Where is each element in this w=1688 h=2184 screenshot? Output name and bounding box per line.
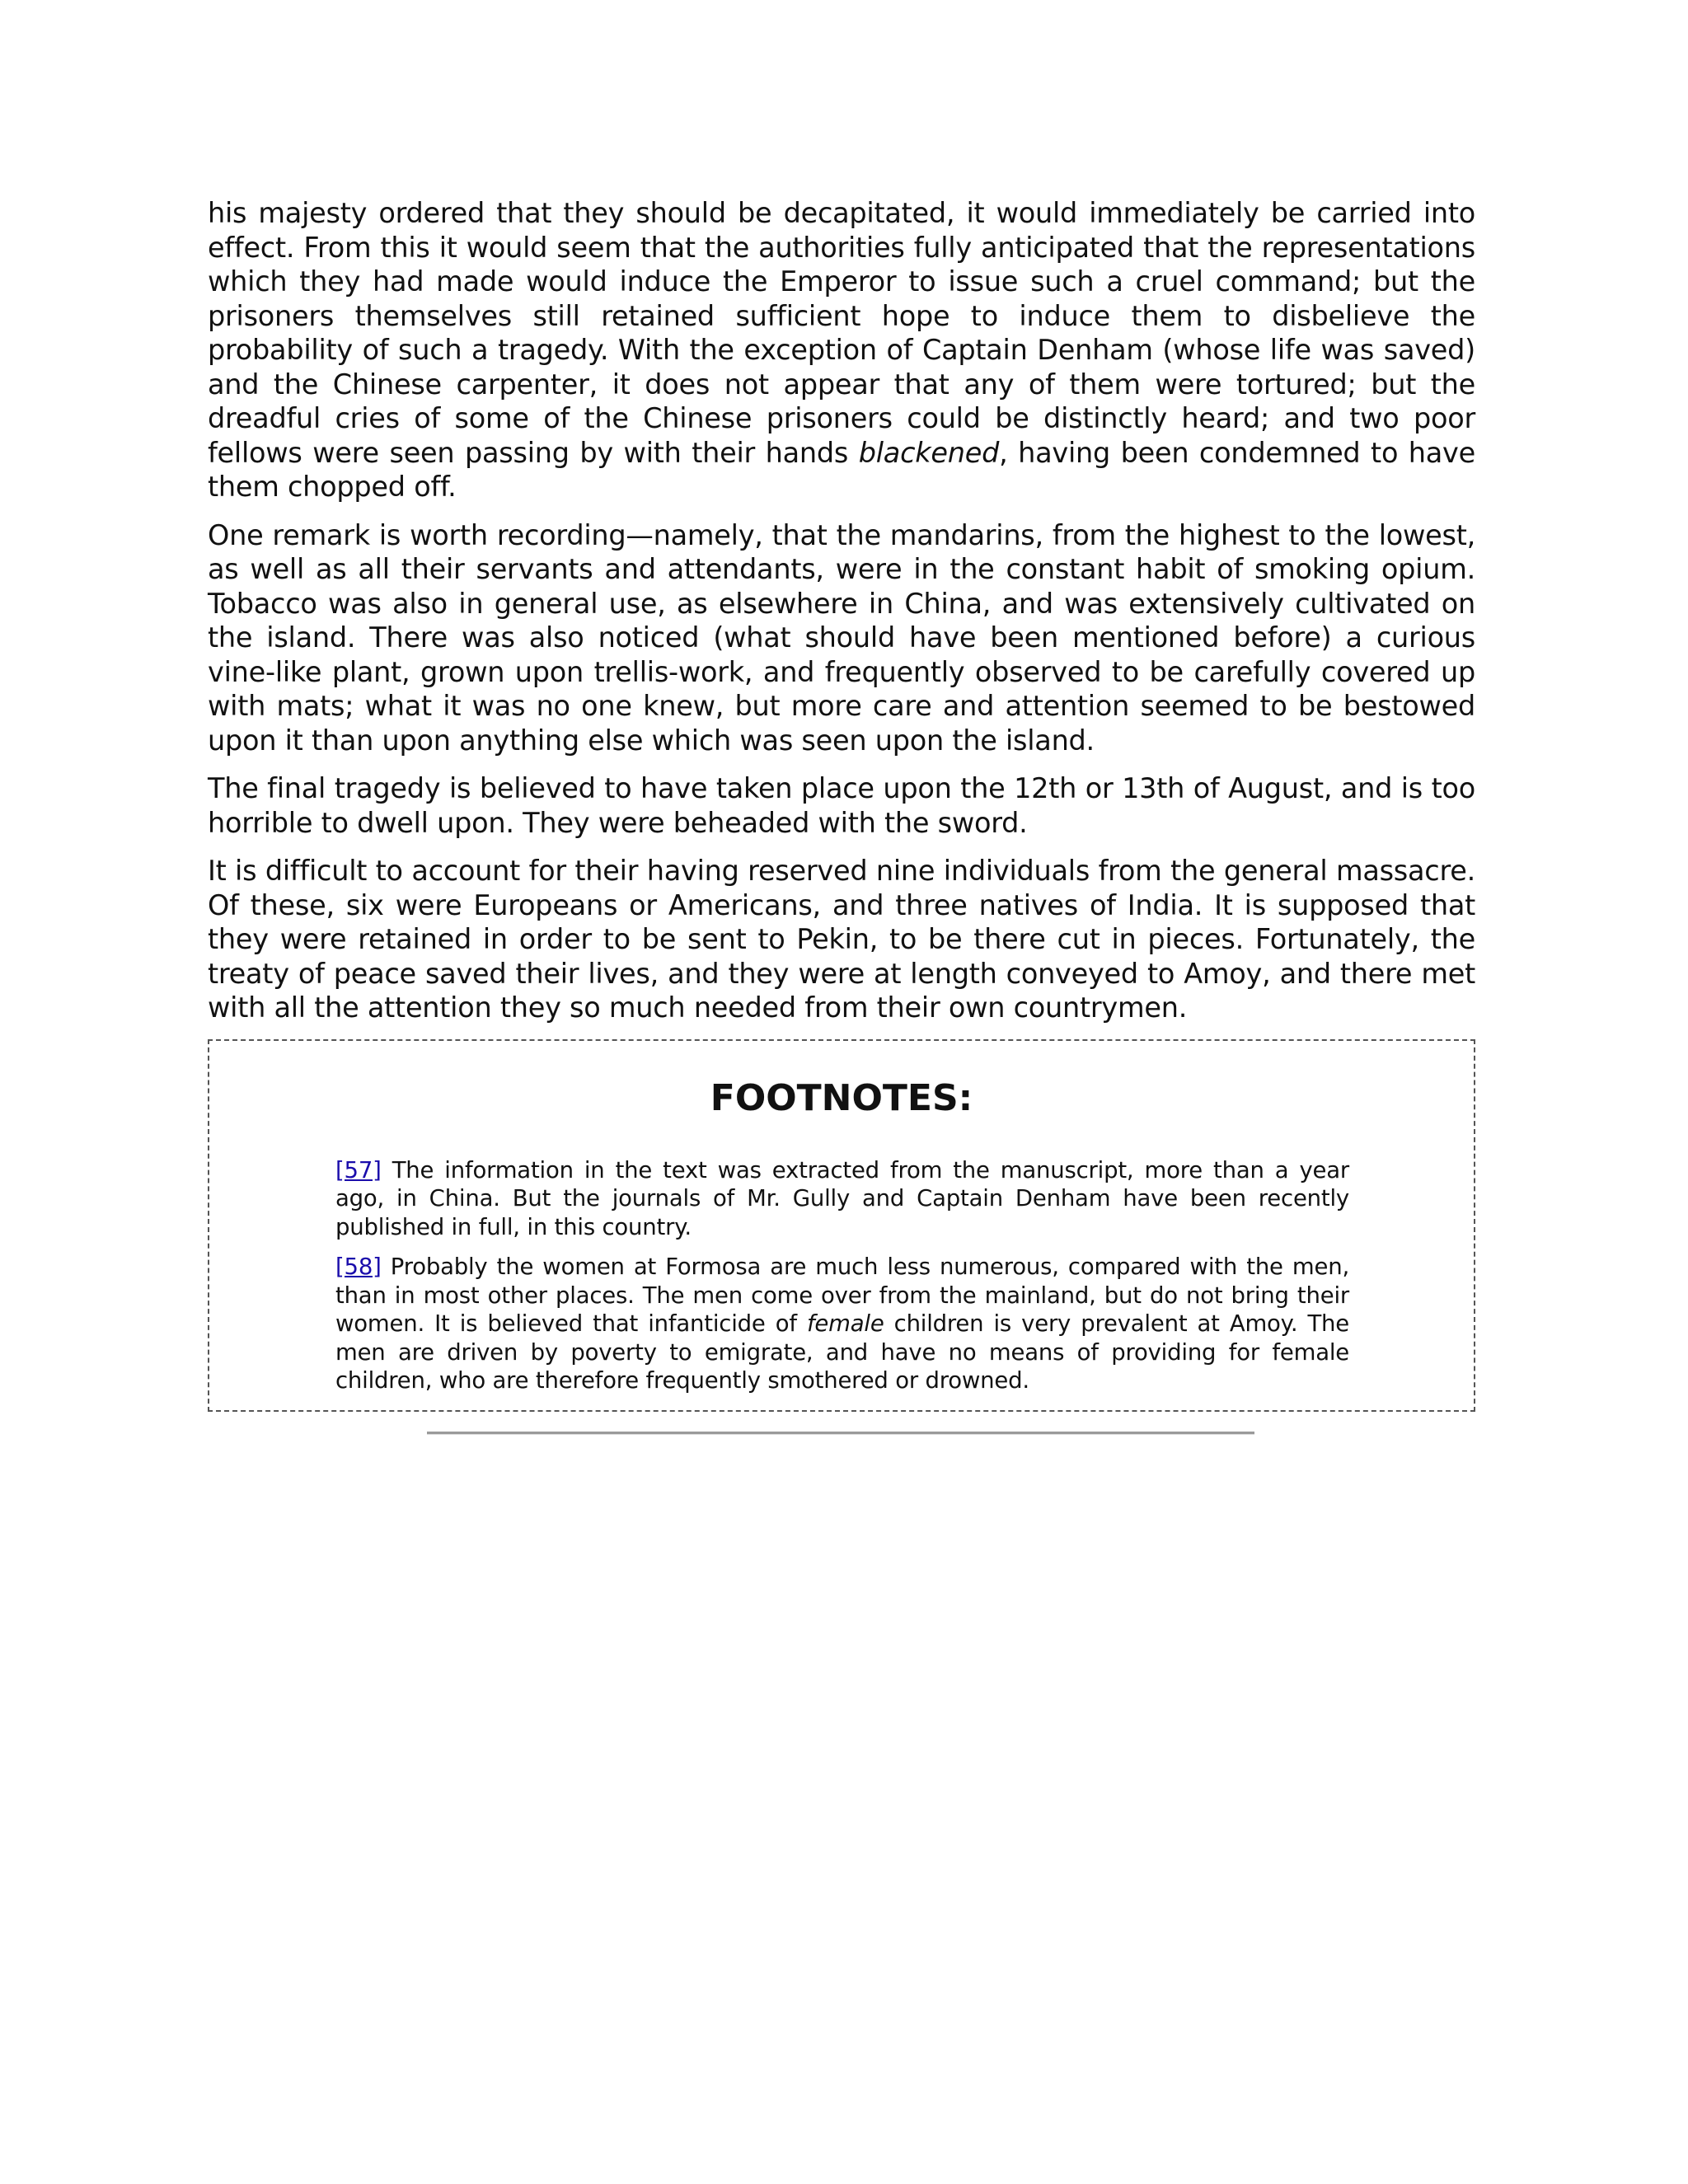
paragraph-3: The final tragedy is believed to have taken place upon the 12th or 13th of August, and is too horrible to dwell upon. They were beheaded with the sword. xyxy=(208,772,1475,839)
footnotes-list xyxy=(335,1156,1349,1407)
footnote-57 xyxy=(335,1156,1349,1242)
footnote-57-link[interactable]: [57] xyxy=(335,1156,382,1183)
footnote-58-link[interactable]: [58] xyxy=(335,1254,382,1280)
paragraph-1-text-a: his majesty ordered that they should be decapitated, it would immediately be carried into effect. From this it would seem that the authorities fully anticipated that the representations which they had made would induce the Emperor to issue such a cruel command; but the prisoners themselves still retained sufficient hope to induce them to disbelieve the probability of such a tragedy. With the exception of Captain Denham (whose life was saved) and the Chinese carpenter, it does not appear that any of them were tortured; but the dreadful cries of some of the Chinese prisoners could be distinctly heard; and two poor fellows were seen passing by with their hands xyxy=(208,197,1475,469)
footnotes-heading: FOOTNOTES: xyxy=(710,1076,973,1119)
section-divider xyxy=(427,1432,1254,1435)
paragraph-4: It is difficult to account for their having reserved nine individuals from the general massacre. Of these, six were Europeans or Americans, and three natives of India. It is supposed that they were retained in order to be sent to Pekin, to be there cut in pieces. Fortunately, the treaty of peace saved their lives, and they were at length conveyed to Amoy, and there met with all the attention they so much needed from their own countrymen. xyxy=(208,855,1475,1024)
paragraph-1-text-b: , having been condemned to have them chopped off. xyxy=(208,436,1475,503)
paragraph-2: One remark is worth recording—namely, that the mandarins, from the highest to the lowest, as well as all their servants and attendants, were in the constant habit of smoking opium. Tobacco was also in general use, as elsewhere in China, and was extensively cultivated on the island. There was also noticed (what should have been mentioned before) a curious vine-like plant, grown upon trellis-work, and frequently observed to be carefully covered up with mats; what it was no one knew, but more care and attention seemed to be bestowed upon it than upon anything else which was seen upon the island. xyxy=(208,518,1475,757)
footnote-57-text: The information in the text was extracted from the manuscript, more than a year ago, in China. But the journals of Mr. Gully and Captain Denham have been recently published in full, in this country. xyxy=(335,1156,1349,1240)
paragraph-1 xyxy=(208,196,1475,504)
footnote-58 xyxy=(335,1253,1349,1395)
footnote-58-text-b: children is very prevalent at Amoy. The men are driven by poverty to emigrate, and have no means of providing for female children, who are therefore frequently smothered or drowned. xyxy=(335,1310,1350,1394)
footnotes-box xyxy=(208,1039,1475,1412)
footnote-58-emphasis: female xyxy=(806,1310,884,1337)
footnote-58-text-a: Probably the women at Formosa are much less numerous, compared with the men, than in most other places. The men come over from the mainland, but do not bring their women. It is believed that infanticide of xyxy=(335,1254,1349,1337)
document-page xyxy=(208,196,1475,1412)
paragraph-1-emphasis: blackened xyxy=(858,436,1000,469)
